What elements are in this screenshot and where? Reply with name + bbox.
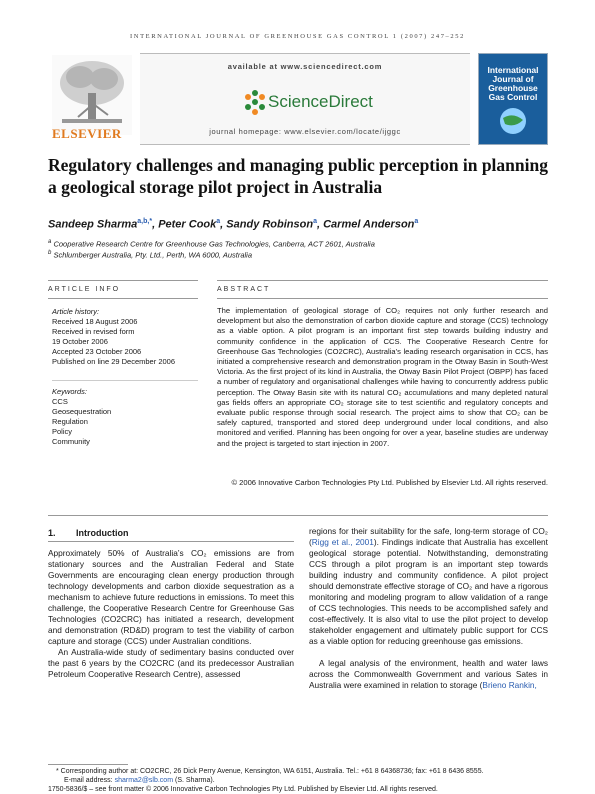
author-name[interactable]: Carmel Anderson bbox=[323, 218, 415, 231]
keyword: CCS bbox=[52, 397, 68, 406]
copyright-notice: © 2006 Innovative Carbon Technologies Pty Ltd. Published by Elsevier Ltd. All rights reserved. bbox=[231, 478, 548, 487]
keywords bbox=[52, 387, 202, 447]
journal-cover bbox=[478, 53, 548, 145]
paragraph: An Australia-wide study of sedimentary basins conducted over the past 6 years by the CO2CRC (and its predecessor Australian Petroleum Cooperative Research Centre), assessed bbox=[48, 647, 294, 679]
paragraph: Approximately 50% of Australia’s CO₂ emissions are from stationary sources and the Australian Federal and State Governments are encouraging clean energy production through technology developments and carbon dioxide sequestration as a mechanism to achieve future reductions in emissions. To meet this challenge, the Cooperative Research Centre for Greenhouse Gas Technologies (CO2CRC) has initiated a research, development and demonstration (RD&D) program to test the viability of carbon capture and storage (CCS) under Australian conditions. bbox=[48, 548, 294, 646]
paragraph bbox=[309, 526, 548, 647]
corresponding-author-footnote: * Corresponding author at: CO2CRC, 26 Dick Perry Avenue, Kensington, WA 6151, Australia. Tel.: +61 8 64368736; fax: +61 8 6436 8555. bbox=[56, 768, 484, 775]
publisher-logo-text: ELSEVIER bbox=[52, 126, 122, 141]
history-line: 19 October 2006 bbox=[52, 337, 108, 346]
divider bbox=[48, 280, 198, 281]
affiliation-mark: b bbox=[48, 250, 52, 256]
article-history bbox=[52, 307, 202, 367]
email-tail: (S. Sharma). bbox=[173, 777, 215, 784]
author-affil-mark[interactable]: a bbox=[414, 218, 419, 225]
paragraph bbox=[309, 658, 548, 691]
author-affil-mark[interactable]: a bbox=[216, 218, 221, 225]
keyword: Policy bbox=[52, 427, 73, 436]
history-line: Accepted 23 October 2006 bbox=[52, 347, 142, 356]
history-line: Received in revised form bbox=[52, 327, 135, 336]
available-at-link[interactable]: available at www.sciencedirect.com bbox=[227, 62, 383, 71]
citation-link[interactable]: Rigg et al., 2001 bbox=[311, 537, 374, 547]
body-column-right bbox=[309, 526, 548, 691]
affiliation-mark: a bbox=[48, 239, 52, 245]
abstract-text: The implementation of geological storage of CO₂ requires not only further research and development but also the demonstration of carbon dioxide capture and storage (CCS) technology as a viable option. A pilot program is an important first step towards building industry and community confidence in the application of CCS. The Cooperative Research Centre for Greenhouse Gas Technologies (CO2CRC), Australia’s leading research organisation in CCS, has initiated a comprehensive research and demonstration program in the Otway Basin in South-West Victoria. As the first project of its kind in Australia, the Otway Basin Pilot Project (OBPP) has faced a number of regulatory and organisational challenges while having to concurrently address public perception. The Otway Basin site with its natural CO₂ accumulations and many depleted natural gas fields offers an appropriate CO₂ storage site to test scientific and regulatory concepts and evaluate public response through social research. The project aims to show that CO₂ can be safely captured, transported and stored deep underground under local conditions, and also monitored and verified. Planning has been ongoing for over a year, baseline studies are underway and the project is targeted to start injection in 2007. bbox=[217, 306, 548, 448]
body-column-left bbox=[48, 548, 294, 680]
issn-line: 1750-5836/$ – see front matter © 2006 Innovative Carbon Technologies Pty Ltd. Published by Elsevier Ltd. All rights reserved. bbox=[48, 786, 438, 793]
citation-link[interactable]: Brieno Rankin, bbox=[482, 680, 537, 690]
article-info-heading: ARTICLE INFO bbox=[48, 286, 121, 293]
divider bbox=[48, 541, 294, 542]
article-title: Regulatory challenges and managing public perception in planning a geological storage pilot project in Australia bbox=[48, 155, 548, 197]
paragraph-text: ). Findings indicate that Australia has excellent geological storage potential. Notwithstanding, demonstrating CCS through a pilot program is an important step towards building industry and community confidence. A pilot project should demonstrate effective storage of CO₂ and have a rigorous monitoring and modeling program to allow validation of a range of CCS technologies. This needs to be accomplished safely and cost-effectively. It is also vital to use the pilot project to develop stakeholder engagement and ultimately public support for CCS as a viable option for reducing greenhouse gas emissions. bbox=[309, 537, 548, 646]
footnote-divider bbox=[48, 764, 128, 765]
section-heading bbox=[48, 528, 129, 538]
keyword: Geosequestration bbox=[52, 407, 112, 416]
divider bbox=[48, 298, 198, 299]
affiliation-text: Cooperative Research Centre for Greenhouse Gas Technologies, Canberra, ACT 2601, Australia bbox=[53, 239, 375, 249]
divider bbox=[48, 515, 548, 516]
keyword: Regulation bbox=[52, 417, 88, 426]
paragraph-text: A legal analysis of the environment, health and water laws across the Commonwealth Government and various Sates in Australia were examined in relation to storage ( bbox=[309, 658, 548, 690]
cover-title: International Journal of Greenhouse Gas Control bbox=[487, 65, 539, 102]
affiliation-text: Schlumberger Australia, Pty. Ltd., Perth, WA 6000, Australia bbox=[53, 250, 253, 260]
divider bbox=[217, 280, 548, 281]
abstract-heading: ABSTRACT bbox=[217, 286, 271, 293]
keywords-label: Keywords: bbox=[52, 387, 88, 396]
history-line: Published on line 29 December 2006 bbox=[52, 357, 175, 366]
paragraph-text: regions for their suitability for the safe, long-term storage of CO₂ ( bbox=[309, 526, 548, 547]
email-footnote bbox=[64, 776, 215, 785]
email-label: E-mail address: bbox=[64, 777, 115, 784]
journal-header: INTERNATIONAL JOURNAL OF GREENHOUSE GAS CONTROL 1 (2007) 247–252 bbox=[130, 33, 465, 40]
sciencedirect-wordmark: ScienceDirect bbox=[268, 92, 373, 111]
cover-globe-image bbox=[493, 106, 533, 136]
history-line: Received 18 August 2006 bbox=[52, 317, 138, 326]
divider bbox=[217, 298, 548, 299]
keyword: Community bbox=[52, 437, 90, 446]
section-title: Introduction bbox=[76, 528, 129, 538]
affiliation bbox=[48, 250, 252, 260]
journal-homepage-link[interactable]: journal homepage: www.elsevier.com/locate/ijggc bbox=[209, 127, 401, 136]
author-affil-mark[interactable]: a bbox=[313, 218, 317, 225]
author-affil-mark[interactable]: a,b,* bbox=[137, 218, 153, 225]
affiliation bbox=[48, 239, 375, 249]
section-number: 1. bbox=[48, 528, 56, 538]
author-name[interactable]: Peter Cook bbox=[158, 218, 217, 231]
email-link[interactable]: sharma2@slb.com bbox=[114, 777, 174, 784]
author-name[interactable]: Sandy Robinson bbox=[226, 218, 314, 231]
author-name[interactable]: Sandeep Sharma bbox=[48, 218, 138, 231]
history-label: Article history: bbox=[52, 307, 100, 316]
divider bbox=[52, 380, 198, 381]
elsevier-tree-logo bbox=[52, 55, 132, 135]
author-list: Sandeep Sharma$^{a,b,*}$, Peter Cook$^a$, Sandy Robinson$^a$, Carmel Anderson$^a$ bbox=[48, 218, 419, 231]
